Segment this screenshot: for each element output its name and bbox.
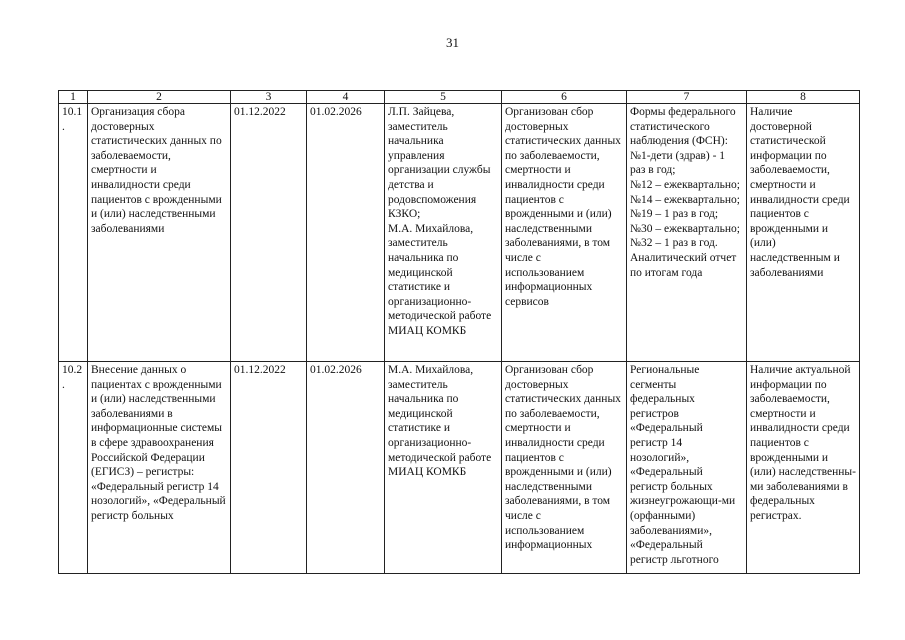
action-cell [88,362,231,574]
header-cell-7: 7 [627,91,747,104]
row-number-text: 10.2. [62,364,83,391]
result-cell [502,362,627,574]
header-cell-1: 1 [59,91,88,104]
responsible-cell [385,362,502,574]
page-number: 31 [446,35,459,50]
end-date-text: 01.02.2026 [310,364,362,376]
table-row [59,362,860,574]
documents-text: Региональные сегменты федеральных регистров «Федеральный регистр 14 нозологий», «Федеральный регистр больных жизнеугрожающи-ми (орфанными) заболеваниями», «Федеральный регистр льготного [630,364,736,566]
indicator-text: Наличие актуальной информации по заболеваемости, смертности и инвалидности среди пациентов с врожденными и (или) наследственны-ми заболеваниями в федеральных регистрах. [750,364,856,522]
indicator-cell [747,362,860,574]
header-cell-4: 4 [307,91,385,104]
header-cell-2: 2 [88,91,231,104]
responsible-cell: Л.П. Зайцева, заместитель начальника управления организации службы детства и родовспоможения КЗКО; М.А. Михайлова, заместитель начальника по медицинской статистике и организационно-методической работе МИАЦ КОМКБ [385,104,502,362]
plan-table [58,90,860,574]
start-date-cell [231,362,307,574]
header-cell-3: 3 [231,91,307,104]
documents-cell: Формы федерального статистического наблюдения (ФСН): №1-дети (здрав) - 1 раз в год; №12 – ежеквартально; №14 – ежеквартально; №19 – 1 раз в год; №30 – ежеквартально; №32 – 1 раз в год. Аналитический отчет по итогам года [627,104,747,362]
header-cell-8: 8 [747,91,860,104]
header-cell-5: 5 [385,91,502,104]
responsible-text: М.А. Михайлова, заместитель начальника по медицинской статистике и организационно-методической работе МИАЦ КОМКБ [388,364,492,479]
start-date-text: 01.12.2022 [234,364,286,376]
table-header-row [59,91,860,104]
action-cell: Организация сбора достоверных статистических данных по заболеваемости, смертности и инвалидности среди пациентов с врожденными и (или) наследственными заболеваниями [88,104,231,362]
action-text: Внесение данных о пациентах с врожденными и (или) наследственными заболеваниями в информационные системы в сфере здравоохранения Российской Федерации (ЕГИСЗ) – регистры: «Федеральный регистр 14 нозологий», «Федеральный регистр больных [91,364,226,522]
indicator-cell: Наличие достоверной статистической информации по заболеваемости, смертности и инвалидности среди пациентов с врожденными и (или) наследственным и заболеваниями [747,104,860,362]
header-cell-6: 6 [502,91,627,104]
row-number-cell [59,362,88,574]
end-date-cell: 01.02.2026 [307,104,385,362]
start-date-cell: 01.12.2022 [231,104,307,362]
documents-cell [627,362,747,574]
result-cell: Организован сбор достоверных статистических данных по заболеваемости, смертности и инвалидности среди пациентов с врожденными и (или) наследственными заболеваниями, в том числе с использованием информационных сервисов [502,104,627,362]
end-date-cell [307,362,385,574]
result-text: Организован сбор достоверных статистических данных по заболеваемости, смертности и инвалидности среди пациентов с врожденными и (или) наследственными заболеваниями, в том числе с использованием информационных [505,364,621,552]
row-number-cell: 10.1. [59,104,88,362]
table-row [59,104,860,362]
